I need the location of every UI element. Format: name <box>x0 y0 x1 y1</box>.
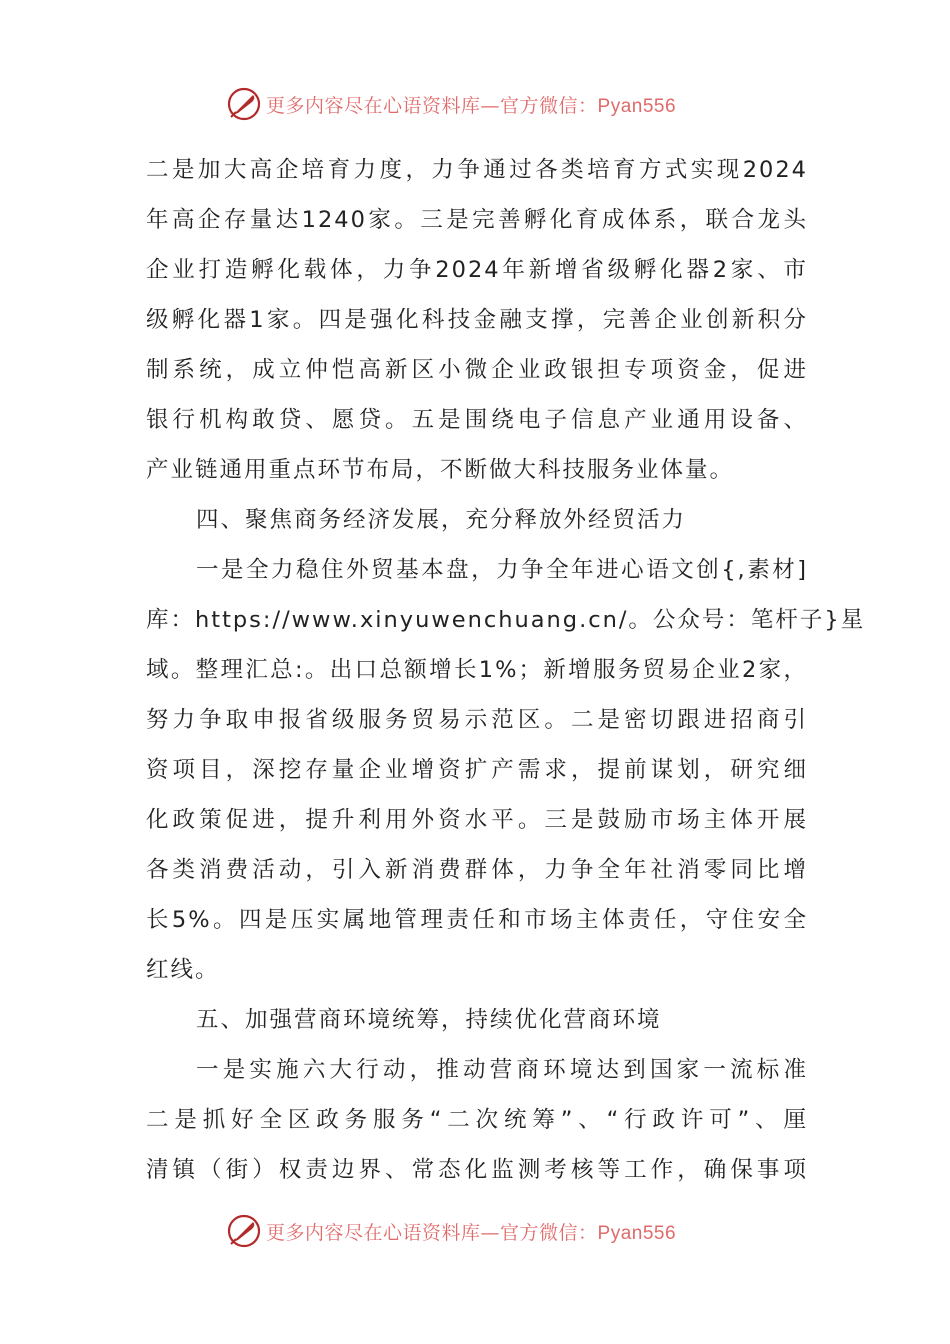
text-line: 长5%。四是压实属地管理责任和市场主体责任，守住安全 <box>146 907 808 933</box>
text-line: 企业打造孵化载体，力争2024年新增省级孵化器2家、市 <box>146 257 808 283</box>
text-line: 红线。 <box>146 957 220 983</box>
banner-label: 更多内容尽在心语资料库—官方微信： <box>266 94 598 117</box>
text-line: 银行机构敢贷、愿贷。五是围绕电子信息产业通用设备、 <box>146 407 808 433</box>
text-line: 资项目，深挖存量企业增资扩产需求，提前谋划，研究细 <box>146 757 808 783</box>
text-line: 努力争取申报省级服务贸易示范区。二是密切跟进招商引 <box>146 707 808 733</box>
text-line: 级孵化器1家。四是强化科技金融支撑，完善企业创新积分 <box>146 307 808 333</box>
text-line: 二是加大高企培育力度，力争通过各类培育方式实现2024 <box>146 157 808 183</box>
text-line: 清镇（街）权责边界、常态化监测考核等工作，确保事项 <box>146 1157 808 1183</box>
banner-text <box>266 1218 676 1245</box>
banner-text <box>266 91 676 118</box>
text-line: 产业链通用重点环节布局，不断做大科技服务业体量。 <box>146 457 735 483</box>
text-line: 各类消费活动，引入新消费群体，力争全年社消零同比增 <box>146 857 808 883</box>
section-heading: 四、聚焦商务经济发展，充分释放外经贸活力 <box>196 507 687 533</box>
text-line: 一是实施六大行动，推动营商环境达到国家一流标准 <box>196 1057 808 1083</box>
section-heading: 五、加强营商环境统筹，持续优化营商环境 <box>196 1007 662 1033</box>
banner-wechat-id: Pyan556 <box>597 1222 677 1244</box>
text-line: 年高企存量达1240家。三是完善孵化育成体系，联合龙头 <box>146 207 808 233</box>
text-line: 库：https://www.xinyuwenchuang.cn/。公众号：笔杆子}星 <box>146 607 866 633</box>
quill-logo-icon <box>226 86 262 122</box>
quill-logo-icon <box>226 1213 262 1249</box>
text-line: 域。整理汇总:。出口总额增长1%；新增服务贸易企业2家， <box>146 657 808 683</box>
text-line: 二是抓好全区政务服务“二次统筹”、“行政许可”、厘 <box>146 1107 808 1133</box>
text-line: 一是全力稳住外贸基本盘，力争全年进心语文创{,素材] <box>196 557 808 583</box>
banner-wechat-id: Pyan556 <box>597 95 677 117</box>
text-line: 制系统，成立仲恺高新区小微企业政银担专项资金，促进 <box>146 357 808 383</box>
footer-banner <box>226 1211 746 1251</box>
banner-label: 更多内容尽在心语资料库—官方微信： <box>266 1221 598 1244</box>
text-line: 化政策促进，提升利用外资水平。三是鼓励市场主体开展 <box>146 807 808 833</box>
header-banner <box>226 84 746 124</box>
body-text <box>146 145 866 1195</box>
